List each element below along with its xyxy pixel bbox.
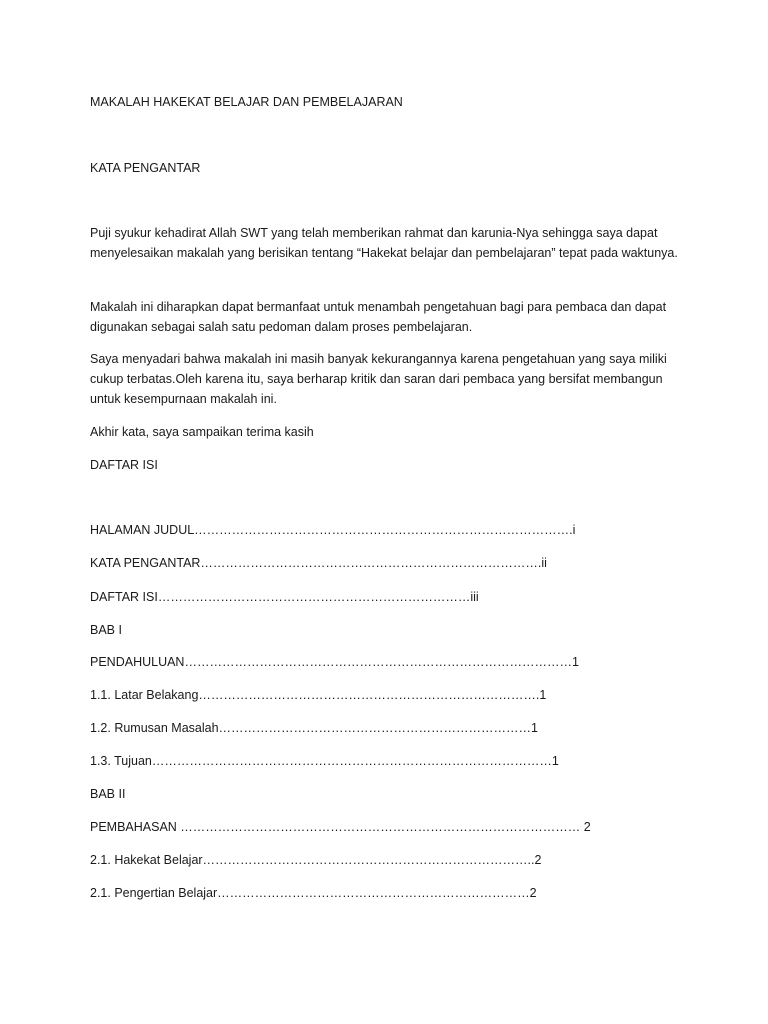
toc-entry: 2.1. Hakekat Belajar……………………………………………………………………..2 bbox=[90, 853, 542, 867]
preface-paragraph: Saya menyadari bahwa makalah ini masih banyak kekurangannya karena pengetahuan yang saya miliki cukup terbatas.Oleh karena itu, saya berharap kritik dan saran dari pembaca yang bersifat membangun untuk kesempurnaan makalah ini. bbox=[90, 352, 667, 406]
preface-paragraph: Puji syukur kehadirat Allah SWT yang telah memberikan rahmat dan karunia-Nya sehingga saya dapat menyelesaikan makalah yang berisikan tentang “Hakekat belajar dan pembelajaran” tepat pada waktunya. bbox=[90, 226, 678, 260]
toc-entry: PENDAHULUAN…………………………………………………………………………………1 bbox=[90, 655, 579, 669]
toc-entry: KATA PENGANTAR……………………………………………………………………….ii bbox=[90, 556, 547, 570]
toc-entry: 1.3. Tujuan……………………………………………………………………………………1 bbox=[90, 754, 559, 768]
toc-entry: HALAMAN JUDUL……………………………………………………………………………….i bbox=[90, 523, 576, 537]
toc-entry: DAFTAR ISI…………………………………………………………………iii bbox=[90, 590, 479, 604]
toc-entry: 2.1. Pengertian Belajar…………………………………………………………………2 bbox=[90, 886, 537, 900]
preface-heading: KATA PENGANTAR bbox=[90, 161, 201, 175]
preface-paragraph: Makalah ini diharapkan dapat bermanfaat untuk menambah pengetahuan bagi para pembaca dan dapat digunakan sebagai salah satu pedoman dalam proses pembelajaran. bbox=[90, 300, 667, 334]
toc-entry: PEMBAHASAN …………………………………………………………………………………… 2 bbox=[90, 820, 591, 834]
toc-chapter: BAB II bbox=[90, 787, 126, 801]
document-title: MAKALAH HAKEKAT BELAJAR DAN PEMBELAJARAN bbox=[90, 95, 403, 109]
preface-closing: Akhir kata, saya sampaikan terima kasih bbox=[90, 425, 314, 439]
toc-chapter: BAB I bbox=[90, 623, 122, 637]
toc-entry: 1.1. Latar Belakang……………………………………………………………………….1 bbox=[90, 688, 547, 702]
toc-entry: 1.2. Rumusan Masalah…………………………………………………………………1 bbox=[90, 721, 538, 735]
toc-heading: DAFTAR ISI bbox=[90, 458, 158, 472]
